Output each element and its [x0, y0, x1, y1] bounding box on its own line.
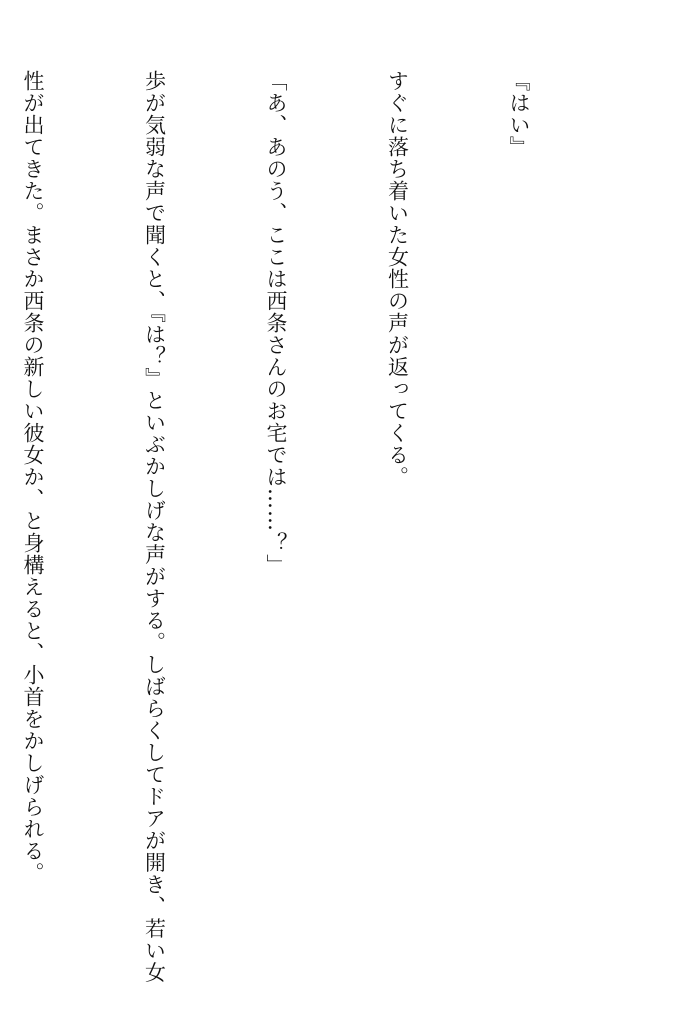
text-line: 『はい』: [507, 70, 531, 158]
text-line: 歩が気弱な声で聞くと、『は？』といぶかしげな声がする。しばらくしてドアが開き、若い女: [142, 70, 167, 984]
text-line: 「あ、あのう、ここは西条さんのお宅では……？」: [264, 70, 288, 576]
text-line: 性が出てきた。まさか西条の新しい彼女か、と身構えると、小首をかしげられる。: [21, 70, 45, 884]
vertical-text-body: [0, 70, 620, 984]
text-line: すぐに落ち着いた女性の声が返ってくる。: [385, 70, 410, 488]
